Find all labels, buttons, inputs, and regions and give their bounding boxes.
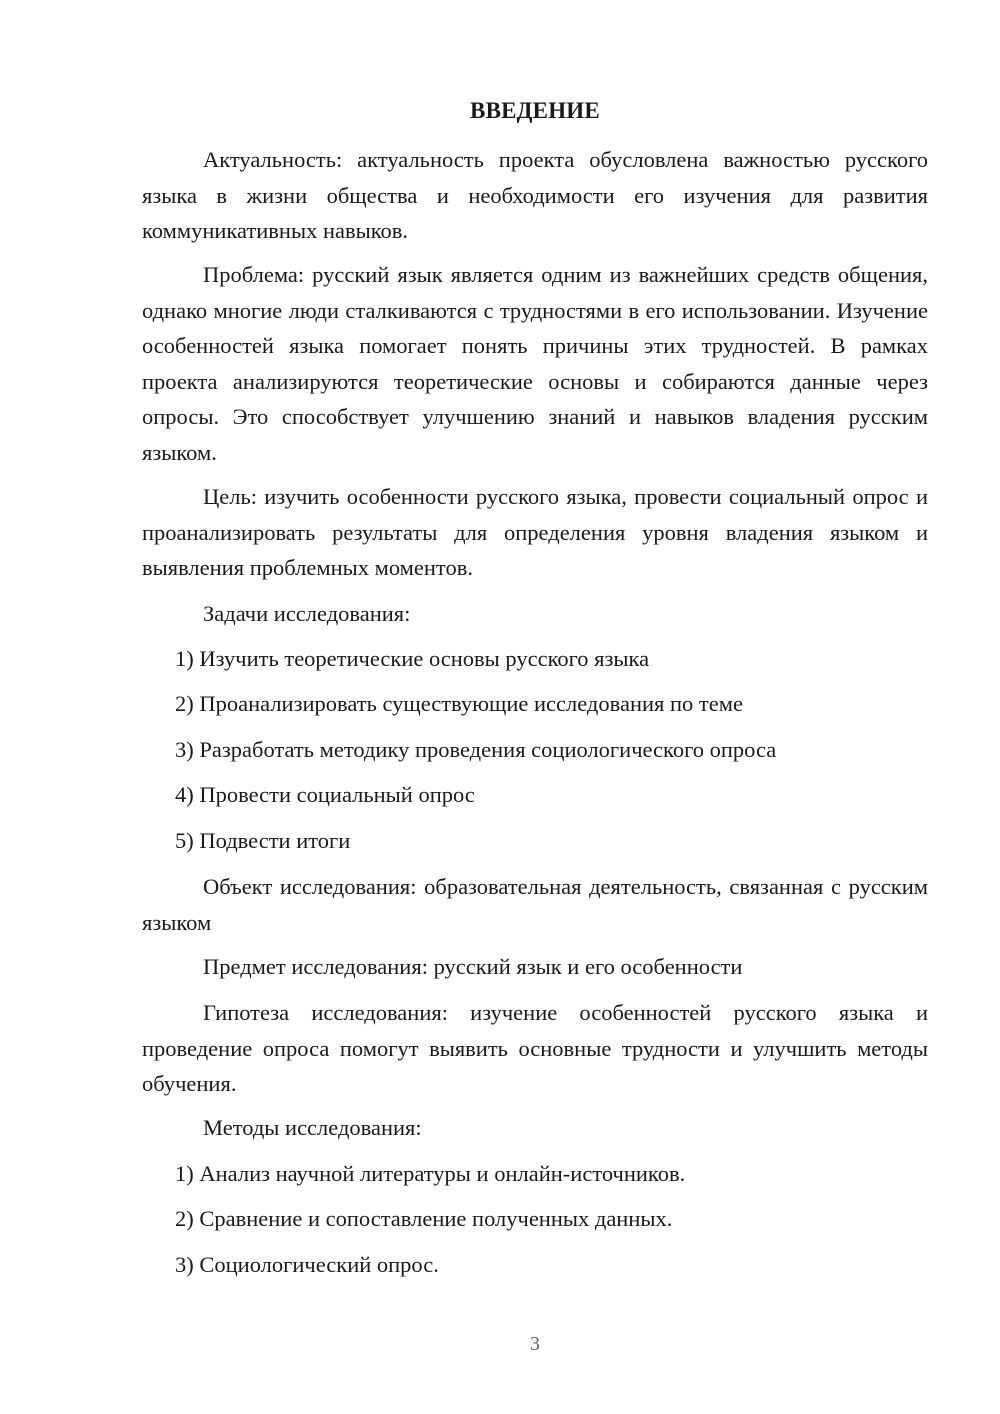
object-paragraph: Объект исследования: образовательная деятельность, связанная с русским языком xyxy=(142,874,928,935)
task-item: 1) Изучить теоретические основы русского языка xyxy=(175,646,650,671)
relevance-paragraph: Актуальность: актуальность проекта обусловлена важностью русского языка в жизни общества и необходимости его изучения для развития коммуникативных навыков. xyxy=(142,147,928,243)
task-item: 5) Подвести итоги xyxy=(175,828,351,853)
goal-paragraph: Цель: изучить особенности русского языка, провести социальный опрос и проанализировать результаты для определения уровня владения языком и выявления проблемных моментов. xyxy=(142,484,928,580)
tasks-heading: Задачи исследования: xyxy=(203,601,411,626)
method-item: 1) Анализ научной литературы и онлайн-источников. xyxy=(175,1161,686,1186)
section-heading: ВВЕДЕНИЕ xyxy=(470,98,600,123)
hypothesis-paragraph: Гипотеза исследования: изучение особенностей русского языка и проведение опроса помогут выявить основные трудности и улучшить методы обучения. xyxy=(142,1000,928,1096)
task-item: 3) Разработать методику проведения социологического опроса xyxy=(175,737,777,762)
method-item: 3) Социологический опрос. xyxy=(175,1252,439,1277)
task-item: 2) Проанализировать существующие исследования по теме xyxy=(175,691,743,716)
methods-heading: Методы исследования: xyxy=(203,1115,422,1140)
method-item: 2) Сравнение и сопоставление полученных данных. xyxy=(175,1206,673,1231)
page-number: 3 xyxy=(530,1333,540,1355)
problem-paragraph: Проблема: русский язык является одним из важнейших средств общения, однако многие люди сталкиваются с трудностями в его использовании. Изучение особенностей языка помогает понять причины этих трудностей. В рамках проекта анализируются теоретические основы и собираются данные через опросы. Это способствует улучшению знаний и навыков владения русским языком. xyxy=(142,262,928,465)
subject-paragraph: Предмет исследования: русский язык и его особенности xyxy=(203,954,743,979)
task-item: 4) Провести социальный опрос xyxy=(175,782,475,807)
